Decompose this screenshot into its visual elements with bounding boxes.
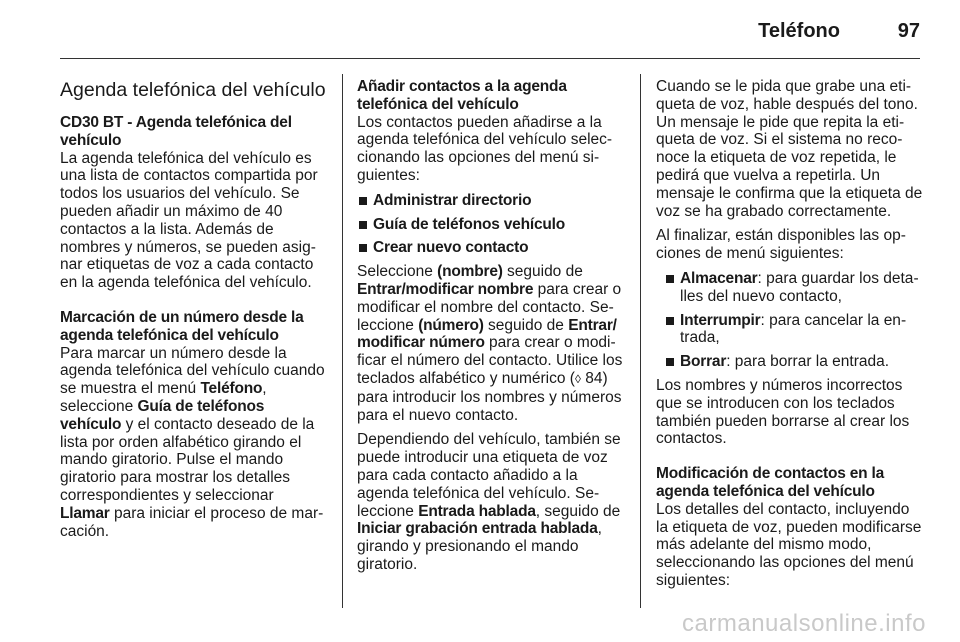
column-2: [357, 78, 627, 581]
subsection-title: Marcación de un número desde la agenda telefónica del vehículo: [60, 308, 304, 344]
paragraph: Los detalles del contacto, incluyendo la etiqueta de voz, pueden modificarse más adelante del mismo modo, seleccionando las opciones del menú siguientes:: [656, 500, 922, 589]
page-number: 97: [897, 20, 920, 42]
menu-list: [357, 192, 627, 257]
watermark: carmanualsonline.info: [682, 610, 926, 637]
bullet-square-icon: [666, 317, 674, 325]
paragraph: Para marcar un número desde la agenda telefónica del vehículo cuando se muestra el menú Teléfono, seleccione Guía de teléfonos vehículo y el contacto deseado de la lista por orden alfabético girando el mando giratorio. Pulse el mando giratorio para mostrar los detalles correspondientes y seleccionar Llamar para iniciar el proceso de marcación.: [60, 344, 325, 540]
paragraph: Dependiendo del vehículo, también se puede introducir una etiqueta de voz para cada contacto añadido a la agenda telefónica del vehículo. Seleccione Entrada hablada, seguido de Iniciar grabación entrada hablada, girando y presionando el mando giratorio.: [357, 431, 621, 573]
column-divider: [640, 74, 641, 608]
list-item: Crear nuevo contacto: [357, 239, 627, 257]
paragraph: Seleccione (nombre) seguido de Entrar/modificar nombre para crear o modificar el nombre del contacto. Seleccione (número) seguido de Entrar/ modificar número para crear o modificar el número del contacto. Utilice los teclados alfabético y numérico (◊ 84) para introducir los nombres y números para el nuevo contacto.: [357, 263, 623, 424]
list-item: Guía de teléfonos vehículo: [357, 216, 627, 234]
paragraph: La agenda telefónica del vehículo es una lista de contactos compartida por todos los usuarios del vehículo. Se pueden añadir un máximo de 40 contactos a la lista. Además de nombres y números, se pueden asignar etiquetas de voz a cada contacto en la agenda telefónica del vehículo.: [60, 149, 318, 292]
subsection-title: CD30 BT - Agenda telefónica del vehículo: [60, 114, 292, 149]
bullet-square-icon: [666, 358, 674, 366]
column-divider: [342, 74, 343, 608]
chapter-title: Teléfono: [758, 20, 840, 42]
page-reference-icon: ◊: [574, 371, 581, 386]
subsection-title: Añadir contactos a la agenda telefónica del vehículo: [357, 78, 567, 113]
bullet-square-icon: [359, 244, 367, 252]
list-item: Administrar directorio: [357, 192, 627, 210]
list-item: Interrumpir: para cancelar la entrada,: [656, 312, 924, 348]
paragraph: Cuando se le pida que grabe una etiqueta de voz, hable después del tono. Un mensaje le pide que repita la etiqueta de voz. Si el sistema no reconoce la etiqueta de voz repetida, le pedirá que vuelva a repetirla. Un mensaje le confirma que la etiqueta de voz se ha grabado correctamente.: [656, 78, 923, 220]
page-header: [60, 20, 920, 50]
paragraph: Los nombres y números incorrectos que se introducen con los teclados también pueden borrarse al crear los contactos.: [656, 376, 910, 448]
bullet-square-icon: [666, 275, 674, 283]
list-item: Borrar: para borrar la entrada.: [656, 353, 924, 371]
header-rule: [60, 58, 920, 59]
bullet-square-icon: [359, 197, 367, 205]
paragraph: Los contactos pueden añadirse a la agenda telefónica del vehículo seleccionando las opciones del menú siguientes:: [357, 113, 613, 184]
column-1: [60, 78, 326, 547]
column-3: [656, 78, 924, 597]
subsection-title: Modificación de contactos en la agenda telefónica del vehículo: [656, 465, 885, 500]
options-list: [656, 270, 924, 371]
section-title: Agenda telefónica del vehículo: [60, 79, 326, 101]
bullet-square-icon: [359, 221, 367, 229]
paragraph: Al finalizar, están disponibles las opciones de menú siguientes:: [656, 227, 906, 263]
list-item: Almacenar: para guardar los detalles del nuevo contacto,: [656, 270, 924, 306]
